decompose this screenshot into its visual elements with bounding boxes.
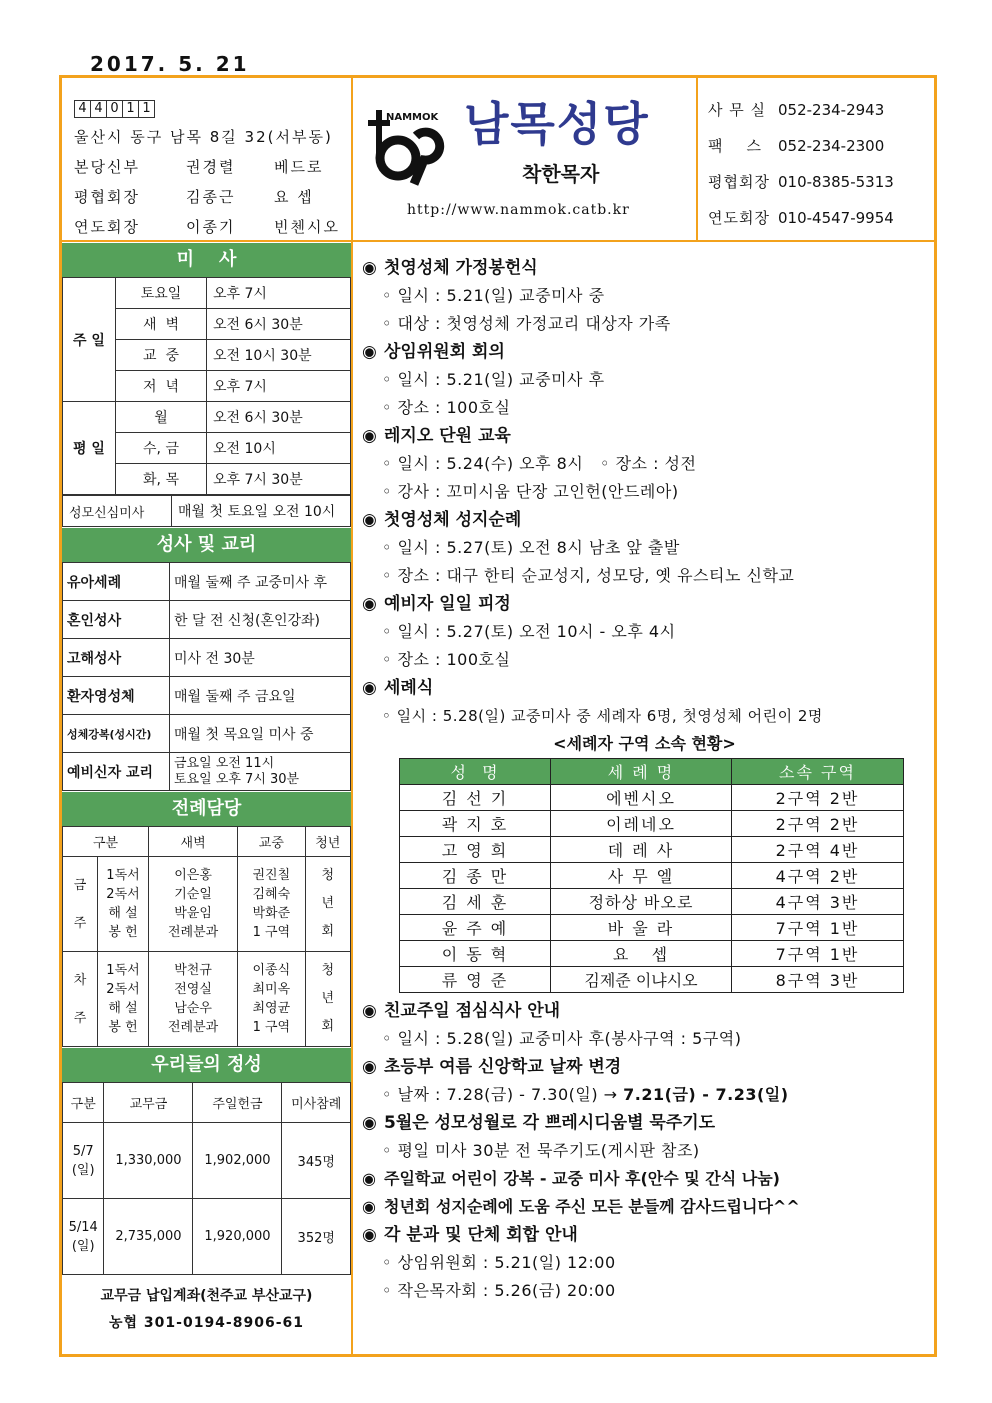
liturgy-title: 전례담당	[62, 791, 351, 826]
table-row: 윤 주 예 바 울 라 7구역 1반	[400, 915, 904, 941]
news-detail: ◦ 상임위원회 : 5.21(일) 12:00	[382, 1253, 616, 1272]
news-item: ◉ 세례식	[362, 678, 434, 698]
staff-row: 평협회장 김종근 요 셉	[74, 188, 314, 206]
news-detail: ◦ 작은목자회 : 5.26(금) 20:00	[382, 1281, 616, 1300]
news-detail: ◦ 일시 : 5.28(일) 교중미사 후(봉사구역 : 5구역)	[382, 1029, 742, 1048]
svg-text:NAMMOK: NAMMOK	[386, 112, 439, 123]
table-caption: <세례자 구역 소속 현황>	[553, 734, 736, 753]
offering-table: 구분 교무금 주일헌금 미사참례 5/7 (일) 1,330,000 1,902,000 345명 5/14 (일) 2,735,000 1,920,000 352명	[62, 1082, 351, 1275]
table-row: 이 동 혁 요 셉 7구역 1반	[400, 941, 904, 967]
table-row: 김 세 훈 정하상 바오로 4구역 3반	[400, 889, 904, 915]
bulletin-frame	[59, 75, 937, 1357]
news-item: ◉ 레지오 단원 교육	[362, 426, 511, 446]
staff-row: 본당신부 권경렬 베드로	[74, 158, 324, 176]
divider	[351, 78, 353, 1354]
news-detail: ◦ 일시 : 5.21(일) 교중미사 중	[382, 286, 605, 305]
table-row: 류 영 준 김제준 이냐시오 8구역 3반	[400, 967, 904, 993]
news-item: ◉ 친교주일 점심식사 안내	[362, 1001, 561, 1021]
news-item: ◉ 첫영성체 가정봉헌식	[362, 258, 538, 278]
news-detail: ◦ 일시 : 5.28(일) 교중미사 중 세례자 6명, 첫영성체 어린이 2명	[382, 707, 823, 725]
news-detail: ◦ 일시 : 5.27(토) 오전 10시 - 오후 4시	[382, 622, 676, 641]
news-detail: ◦ 평일 미사 30분 전 묵주기도(게시판 참조)	[382, 1141, 700, 1160]
table-row: 김 종 만 사 무 엘 4구역 2반	[400, 863, 904, 889]
church-logo	[364, 96, 464, 196]
church-url[interactable]: http://www.nammok.catb.kr	[407, 202, 630, 218]
liturgy-table: 구분 새벽 교중 청년 금 주 1독서 2독서 해 설 봉 헌 이은홍 기순일 박윤임 전례분과 권진칠 김혜숙 박화준 1 구역 청 년 회 차 주 1독서 2독서 해 설 봉 헌 박천규 전영실 남순우 전례분과 이종식 최미옥 최영균 1 구역 청 년 회	[62, 826, 351, 1047]
devotion-mass-table: 성모신심미사 매월 첫 토요일 오전 10시	[62, 495, 351, 527]
table-row: 곽 지 호 이레네오 2구역 2반	[400, 811, 904, 837]
divider	[696, 78, 698, 242]
news-detail: ◦ 장소 : 100호실	[382, 398, 511, 417]
contact-row: 팩 스 052-234-2300	[708, 137, 885, 155]
offering-account: 교무금 납입계좌(천주교 부산교구) 농협 301-0194-8906-61	[100, 1288, 313, 1331]
left-column	[62, 242, 351, 1337]
contact-list	[708, 92, 894, 236]
news-item: ◉ 5월은 성모성월로 각 쁘레시디움별 묵주기도	[362, 1113, 716, 1133]
baptism-table: 성 명 세 례 명 소속 구역 김 선 기 에벤시오 2구역 2반 곽 지 호 이레네오 2구역 2반 고 영 희 데 레 사 2구역 4반 김 종 만 사 무 엘 4구역 2반 김 세 훈 정하상 바오로 4구역 3반 윤 주 예 바 울 라 7구역 1반 이 동 혁 요 셉 7구역 1반 류 영 준 김제준 이냐시오 8구역 3반	[399, 758, 904, 993]
table-row: 김 선 기 에벤시오 2구역 2반	[400, 785, 904, 811]
news-detail: ◦ 장소 : 대구 한티 순교성지, 성모당, 옛 유스티노 신학교	[382, 566, 795, 585]
news-item: ◉ 각 분과 및 단체 회합 안내	[362, 1225, 578, 1245]
news-detail: ◦ 장소 : 100호실	[382, 650, 511, 669]
news-column	[362, 254, 927, 1305]
contact-row: 사 무 실 052-234-2943	[708, 101, 885, 119]
news-item: ◉ 청년회 성지순례에 도움 주신 모든 분들께 감사드립니다^^	[362, 1197, 800, 1216]
church-motto: 착한목자	[522, 162, 600, 186]
news-detail: ◦ 강사 : 꼬미시움 단장 고인헌(안드레아)	[382, 482, 679, 501]
mass-table: 주 일 토요일 오후 7시 새 벽 오전 6시 30분 교 중 오전 10시 30분 저 녁 오후 7시 평 일 월 오전 6시 30분 수, 금 오전 10시 화, 목 오후 7시 30분	[62, 277, 351, 495]
news-detail: ◦ 대상 : 첫영성체 가정교리 대상자 가족	[382, 314, 671, 333]
sacraments-table: 유아세례 매월 둘째 주 교중미사 후 혼인성사 한 달 전 신청(혼인강좌) 고해성사 미사 전 30분 환자영성체 매월 둘째 주 금요일 성체강복(성시간) 매월 첫 목요일 미사 중 예비신자 교리 금요일 오전 11시 토요일 오후 7시 30분	[62, 562, 351, 791]
news-detail: ◦ 일시 : 5.21(일) 교중미사 후	[382, 370, 605, 389]
news-item: ◉ 예비자 일일 피정	[362, 594, 511, 614]
news-item: ◉ 상임위원회 회의	[362, 342, 505, 362]
news-detail: ◦ 일시 : 5.24(수) 오후 8시 ◦ 장소 : 성전	[382, 454, 697, 473]
news-item: ◉ 초등부 여름 신앙학교 날짜 변경	[362, 1057, 622, 1077]
mass-title: 미 사	[62, 242, 351, 277]
news-detail: ◦ 일시 : 5.27(토) 오전 8시 남초 앞 출발	[382, 538, 680, 557]
contact-row: 평협회장 010-8385-5313	[708, 173, 894, 191]
contact-row: 연도회장 010-4547-9954	[708, 209, 894, 227]
church-name: 남목성당	[464, 97, 650, 151]
staff-row: 연도회장 이종기 빈첸시오	[74, 218, 340, 236]
offering-title: 우리들의 정성	[62, 1047, 351, 1082]
header-info	[74, 92, 340, 242]
zip-code: 4 4 0 1 1	[74, 100, 155, 118]
news-item: ◉ 첫영성체 성지순례	[362, 510, 522, 530]
table-row: 고 영 희 데 레 사 2구역 4반	[400, 837, 904, 863]
news-detail: ◦ 날짜 : 7.28(금) - 7.30(일) → 7.21(금) - 7.23(일)	[382, 1085, 789, 1104]
bulletin-date: 2017. 5. 21	[90, 52, 250, 76]
news-item: ◉ 주일학교 어린이 강복 - 교중 미사 후(안수 및 간식 나눔)	[362, 1169, 780, 1188]
address: 울산시 동구 남목 8길 32(서부동)	[74, 128, 333, 146]
sacraments-title: 성사 및 교리	[62, 527, 351, 562]
